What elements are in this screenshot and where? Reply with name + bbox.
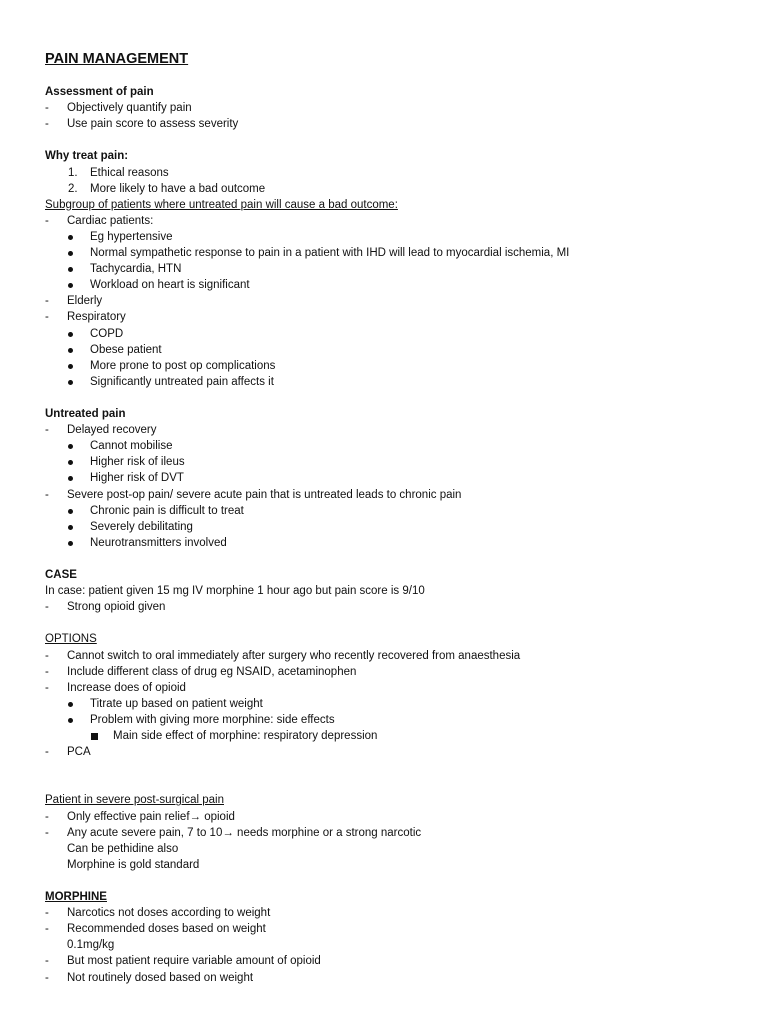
line-text: But most patient require variable amount of opioid xyxy=(67,955,321,968)
line-text: Only effective pain relief→ opioid xyxy=(67,810,235,823)
page-title: PAIN MANAGEMENT xyxy=(45,51,189,67)
number-marker: 1. xyxy=(68,166,78,179)
line-text: Elderly xyxy=(67,295,103,308)
dash-marker: - xyxy=(45,681,49,694)
line-text: Delayed recovery xyxy=(67,424,157,437)
bullet-icon xyxy=(68,525,73,530)
bullet-icon xyxy=(68,283,73,288)
dash-marker: - xyxy=(45,311,49,324)
line-text: Significantly untreated pain affects it xyxy=(90,375,274,388)
line-text: Patient in severe post-surgical pain xyxy=(45,794,224,807)
bullet-icon xyxy=(68,718,73,723)
line-text: Eg hypertensive xyxy=(90,230,173,243)
dash-marker: - xyxy=(45,907,49,920)
bullet-icon xyxy=(68,541,73,546)
bullet-icon xyxy=(68,267,73,272)
bullet-icon xyxy=(68,509,73,514)
line-text: Workload on heart is significant xyxy=(90,279,250,292)
dash-marker: - xyxy=(45,923,49,936)
dash-marker: - xyxy=(45,295,49,308)
line-text: Can be pethidine also xyxy=(67,842,179,855)
dash-marker: - xyxy=(45,601,49,614)
dash-marker: - xyxy=(45,118,49,131)
dash-marker: - xyxy=(45,955,49,968)
dash-marker: - xyxy=(45,424,49,437)
line-text: Ethical reasons xyxy=(90,166,169,179)
dash-marker: - xyxy=(45,665,49,678)
line-text: Include different class of drug eg NSAID, acetaminophen xyxy=(67,665,357,678)
dash-marker: - xyxy=(45,649,49,662)
line-text: Chronic pain is difficult to treat xyxy=(90,504,244,517)
line-text: Higher risk of DVT xyxy=(90,472,184,485)
line-text: Morphine is gold standard xyxy=(67,858,200,871)
bullet-icon xyxy=(68,702,73,707)
bullet-icon xyxy=(68,235,73,240)
line-text: Main side effect of morphine: respiratory depression xyxy=(113,730,378,742)
line-text: Any acute severe pain, 7 to 10→ needs morphine or a strong narcotic xyxy=(67,826,422,839)
line-text: Untreated pain xyxy=(45,408,126,420)
line-text: Titrate up based on patient weight xyxy=(90,697,263,710)
line-text: Assessment of pain xyxy=(45,86,154,98)
dash-marker: - xyxy=(45,488,49,501)
bullet-icon xyxy=(68,460,73,465)
dash-marker: - xyxy=(45,810,49,823)
line-text: CASE xyxy=(45,569,77,581)
line-text: OPTIONS xyxy=(45,633,97,646)
line-text: More likely to have a bad outcome xyxy=(90,182,266,195)
bullet-icon xyxy=(68,332,73,337)
line-text: Cannot switch to oral immediately after surgery who recently recovered from anaesthesia xyxy=(67,649,521,662)
bullet-icon xyxy=(68,476,73,481)
line-text: Normal sympathetic response to pain in a patient with IHD will lead to myocardial ischemia, MI xyxy=(90,247,570,259)
line-text: Cannot mobilise xyxy=(90,440,173,453)
line-text: Severe post-op pain/ severe acute pain that is untreated leads to chronic pain xyxy=(67,488,462,501)
line-text: Problem with giving more morphine: side effects xyxy=(90,713,335,726)
bullet-icon xyxy=(68,364,73,369)
dash-marker: - xyxy=(45,826,49,839)
line-text: MORPHINE xyxy=(45,891,107,903)
bullet-icon xyxy=(68,444,73,449)
line-text: Why treat pain: xyxy=(45,150,129,163)
line-text: Objectively quantify pain xyxy=(67,102,192,115)
line-text: Neurotransmitters involved xyxy=(90,536,227,549)
number-marker: 2. xyxy=(68,182,78,195)
line-text: Tachycardia, HTN xyxy=(90,263,182,276)
dash-marker: - xyxy=(45,102,49,115)
bullet-icon xyxy=(68,380,73,385)
line-text: More prone to post op complications xyxy=(90,359,276,372)
line-text: Use pain score to assess severity xyxy=(67,118,239,131)
line-text: Narcotics not doses according to weight xyxy=(67,907,271,920)
line-text: Strong opioid given xyxy=(67,601,166,614)
square-bullet-icon xyxy=(91,733,98,740)
line-text: Severely debilitating xyxy=(90,520,193,533)
line-text: Increase does of opioid xyxy=(67,681,186,694)
bullet-icon xyxy=(68,348,73,353)
line-text: Respiratory xyxy=(67,311,126,324)
dash-marker: - xyxy=(45,214,49,227)
line-text: Obese patient xyxy=(90,343,162,356)
line-text: PCA xyxy=(67,746,91,759)
line-text: In case: patient given 15 mg IV morphine 1 hour ago but pain score is 9/10 xyxy=(45,585,425,598)
line-text: Not routinely dosed based on weight xyxy=(67,971,254,984)
line-text: 0.1mg/kg xyxy=(67,939,115,952)
line-text: COPD xyxy=(90,327,124,340)
line-text: Higher risk of ileus xyxy=(90,456,185,469)
bullet-icon xyxy=(68,251,73,256)
dash-marker: - xyxy=(45,746,49,759)
line-text: Cardiac patients: xyxy=(67,214,154,227)
dash-marker: - xyxy=(45,971,49,984)
line-text: Subgroup of patients where untreated pain will cause a bad outcome: xyxy=(45,198,398,211)
line-text: Recommended doses based on weight xyxy=(67,923,266,936)
